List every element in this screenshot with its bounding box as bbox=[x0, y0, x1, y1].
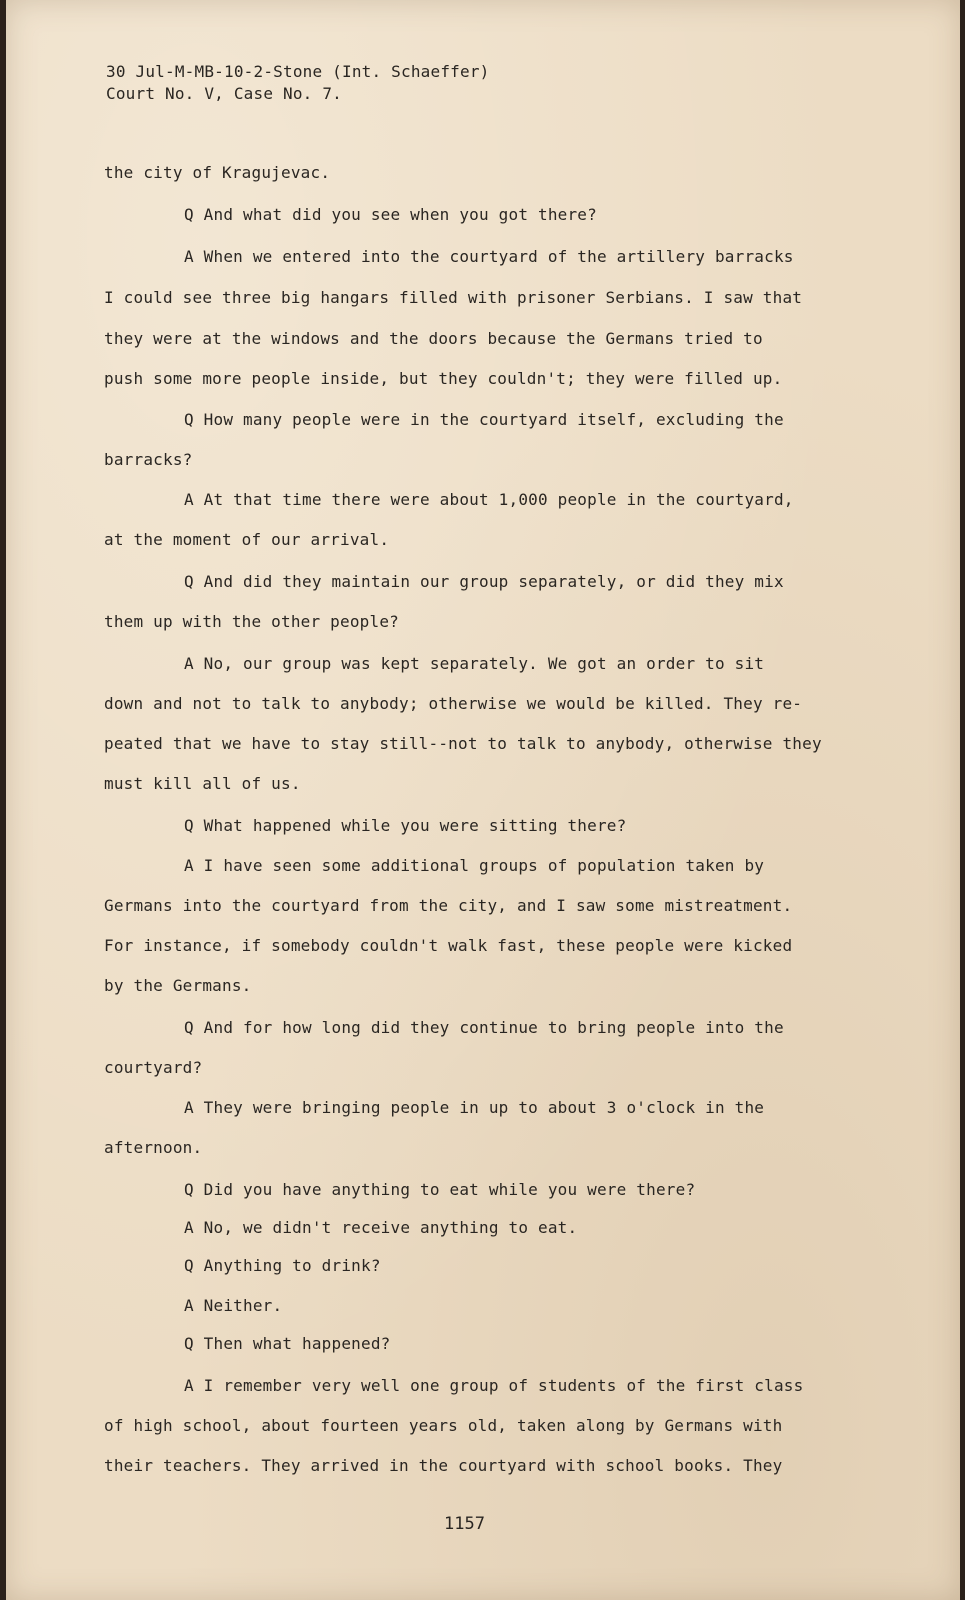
transcript-question: Q How many people were in the courtyard itself, excluding the bbox=[184, 410, 784, 429]
transcript-question: Q And what did you see when you got there? bbox=[184, 205, 597, 224]
transcript-line: they were at the windows and the doors because the Germans tried to bbox=[104, 329, 763, 348]
transcript-line: the city of Kragujevac. bbox=[104, 163, 331, 182]
transcript-line: barracks? bbox=[104, 450, 193, 469]
transcript-question: Q Then what happened? bbox=[184, 1334, 391, 1353]
transcript-question: Q And for how long did they continue to bring people into the bbox=[184, 1018, 784, 1037]
transcript-answer: A I have seen some additional groups of population taken by bbox=[184, 856, 765, 875]
transcript-line: by the Germans. bbox=[104, 976, 252, 995]
transcript-question: Q Did you have anything to eat while you were there? bbox=[184, 1180, 696, 1199]
transcript-line: For instance, if somebody couldn't walk fast, these people were kicked bbox=[104, 936, 793, 955]
transcript-answer: A When we entered into the courtyard of the artillery barracks bbox=[184, 247, 794, 266]
transcript-line: push some more people inside, but they couldn't; they were filled up. bbox=[104, 369, 783, 388]
transcript-question: Q Anything to drink? bbox=[184, 1256, 381, 1275]
transcript-answer: A No, our group was kept separately. We got an order to sit bbox=[184, 654, 765, 673]
transcript-line: peated that we have to stay still--not to talk to anybody, otherwise they bbox=[104, 734, 822, 753]
page-number: 1157 bbox=[444, 1514, 485, 1534]
transcript-answer: A I remember very well one group of students of the first class bbox=[184, 1376, 804, 1395]
transcript-line: down and not to talk to anybody; otherwise we would be killed. They re- bbox=[104, 694, 803, 713]
transcript-line: Germans into the courtyard from the city, and I saw some mistreatment. bbox=[104, 896, 793, 915]
transcript-line: them up with the other people? bbox=[104, 612, 399, 631]
transcript-question: Q And did they maintain our group separately, or did they mix bbox=[184, 572, 784, 591]
transcript-answer: A They were bringing people in up to about 3 o'clock in the bbox=[184, 1098, 765, 1117]
transcript-line: their teachers. They arrived in the courtyard with school books. They bbox=[104, 1456, 783, 1475]
transcript-answer: A No, we didn't receive anything to eat. bbox=[184, 1218, 578, 1237]
transcript-line: must kill all of us. bbox=[104, 774, 301, 793]
transcript-line: I could see three big hangars filled with prisoner Serbians. I saw that bbox=[104, 288, 803, 307]
transcript-answer: A At that time there were about 1,000 people in the courtyard, bbox=[184, 490, 794, 509]
transcript-line: of high school, about fourteen years old, taken along by Germans with bbox=[104, 1416, 783, 1435]
document-page bbox=[6, 0, 960, 1600]
header-court-number: Court No. V, Case No. 7. bbox=[106, 84, 342, 103]
transcript-line: courtyard? bbox=[104, 1058, 203, 1077]
transcript-question: Q What happened while you were sitting there? bbox=[184, 816, 627, 835]
header-case-reference: 30 Jul-M-MB-10-2-Stone (Int. Schaeffer) bbox=[106, 62, 490, 81]
transcript-line: at the moment of our arrival. bbox=[104, 530, 390, 549]
transcript-line: afternoon. bbox=[104, 1138, 203, 1157]
transcript-answer: A Neither. bbox=[184, 1296, 283, 1315]
